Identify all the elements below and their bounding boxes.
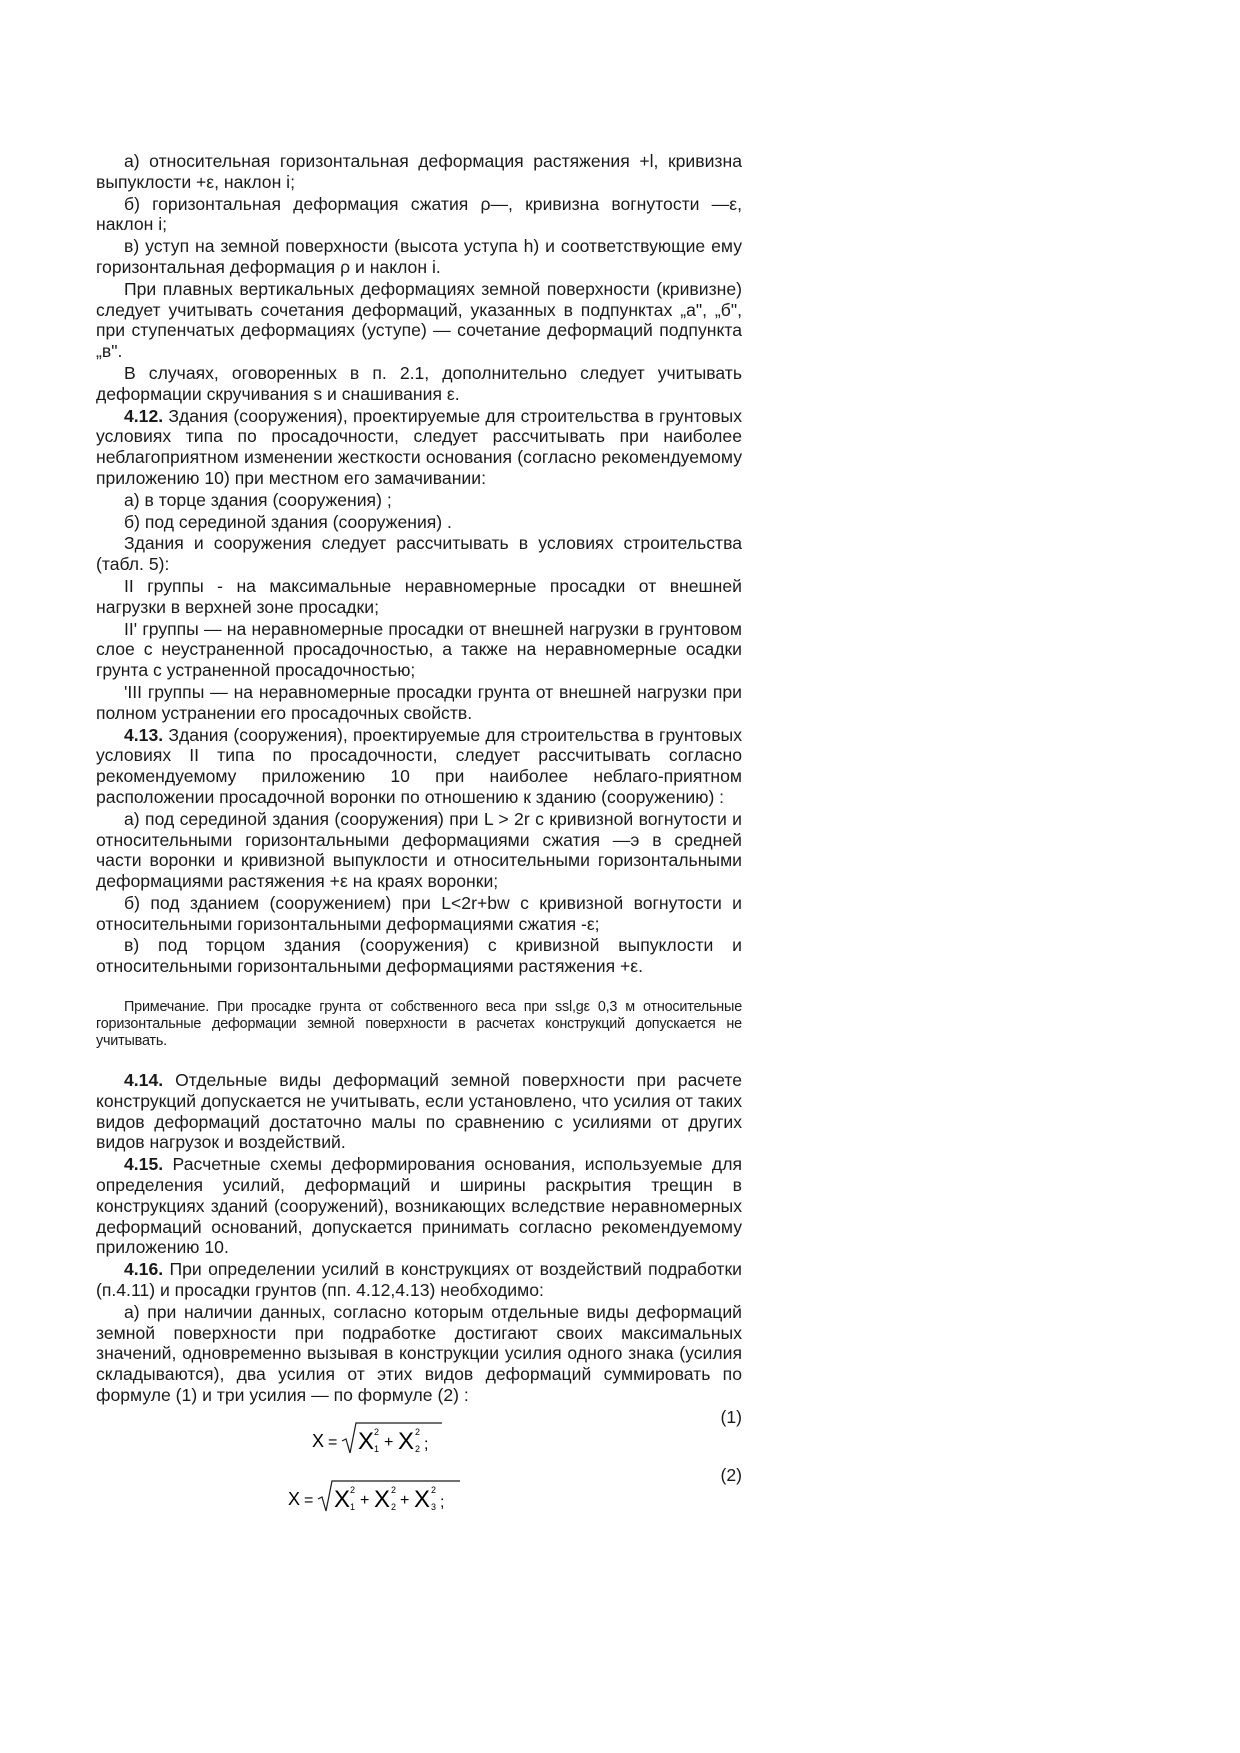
clause-number: 4.16. (124, 1259, 164, 1280)
formula-1-plus: + (384, 1433, 394, 1451)
paragraph-q3 (96, 1259, 742, 1301)
paragraph-text: а) относительная горизонтальная деформация растяжения +l, кривизна выпуклости +ε, наклон i; (96, 151, 742, 192)
formula-1-sub-2: 2 (415, 1443, 421, 1454)
paragraph-p3 (96, 236, 742, 278)
formula-2-end: ; (440, 1493, 445, 1511)
formula-2-lhs: X (288, 1488, 301, 1509)
paragraph-text: II' группы — на неравномерные просадки от внешней нагрузки в грунтовом слое с неустраненной просадочностью, а также на неравномерные осадки грунта с устраненной просадочностью; (96, 618, 742, 681)
clause-number: 4.15. (124, 1154, 164, 1175)
paragraph-text: Расчетные схемы деформирования основания, используемые для определения усилий, деформаций и ширины раскрытия трещин в конструкциях зданий (сооружений), возникающих вследствие неравномерных деформаций оснований, допускается принимать согласно рекомендуемому приложению 10. (96, 1154, 742, 1258)
formula-1 (96, 1407, 742, 1465)
formula-2-sub-1: 1 (350, 1501, 356, 1512)
paragraph-text: Здания и сооружения следует рассчитывать в условиях строительства (табл. 5): (96, 533, 742, 575)
document-page (96, 151, 742, 1523)
formula-1-sup-1: 2 (374, 1426, 380, 1437)
section-deformations (96, 151, 742, 977)
formula-2-term-2: X (374, 1485, 391, 1513)
paragraph-text: 'III группы — на неравномерные просадки грунта от внешней нагрузки при полном устранении его просадочных свойств. (96, 681, 742, 723)
paragraph-p5 (96, 363, 742, 405)
paragraph-q4 (96, 1302, 742, 1406)
formula-2-plus-1: + (360, 1491, 370, 1509)
paragraph-text: б) горизонтальная деформация сжатия ρ—, кривизна вогнутости —ε, наклон i; (96, 193, 742, 235)
formula-2-number: (2) (720, 1464, 742, 1485)
formula-2-term-3: X (414, 1485, 431, 1513)
formula-2-sup-3: 2 (431, 1484, 437, 1495)
formula-1-term-1: X (358, 1427, 375, 1455)
paragraph-p16 (96, 935, 742, 977)
formula-2-eq: = (304, 1491, 314, 1509)
paragraph-p4 (96, 279, 742, 362)
paragraph-text: б) под зданием (сооружением) при L<2r+bw с кривизной вогнутости и относительными горизонтальными деформациями сжатия -ε; (96, 892, 742, 934)
paragraph-p6 (96, 406, 742, 489)
paragraph-text: в) уступ на земной поверхности (высота уступа h) и соответствующие ему горизонтальная деформация ρ и наклон i. (96, 236, 742, 277)
paragraph-p14 (96, 809, 742, 892)
paragraph-text: а) под серединой здания (сооружения) при L > 2r с кривизной вогнутости и относительными горизонтальными деформациями сжатия —э в средней части воронки и кривизной выпуклости и относительными горизонтальными деформациями растяжения +ε на краях воронки; (96, 808, 742, 892)
paragraph-text: а) в торце здания (сооружения) ; (124, 489, 392, 510)
clause-number: 4.12. (124, 405, 164, 426)
paragraph-text: II группы - на максимальные неравномерные просадки от внешней нагрузки в верхней зоне просадки; (96, 575, 742, 617)
formula-1-sup-2: 2 (415, 1426, 421, 1437)
paragraph-p10 (96, 576, 742, 618)
paragraph-q2 (96, 1154, 742, 1258)
formula-1-term-2: X (398, 1427, 415, 1455)
paragraph-p7 (96, 490, 742, 511)
formula-2-sup-1: 2 (350, 1484, 356, 1495)
formula-1-sub-1: 1 (374, 1443, 380, 1454)
formula-2 (96, 1465, 742, 1523)
formula-1-lhs: X (312, 1430, 325, 1451)
formula-1-number: (1) (720, 1406, 742, 1427)
formula-1-end: ; (424, 1435, 429, 1453)
note-paragraph: Примечание. При просадке грунта от собственного веса при ssl,gε 0,3 м относительные горизонтальные деформации земной поверхности в расчетах конструкций допускается не учитывать. (96, 999, 742, 1050)
paragraph-p2 (96, 194, 742, 236)
paragraph-p9 (96, 533, 742, 575)
paragraph-p12 (96, 682, 742, 724)
formula-2-sup-2: 2 (391, 1484, 397, 1495)
paragraph-text: б) под серединой здания (сооружения) . (124, 511, 452, 532)
paragraph-p11 (96, 619, 742, 681)
clause-number: 4.13. (124, 724, 164, 745)
formula-2-term-1: X (334, 1485, 351, 1513)
formula-2-sub-3: 3 (431, 1501, 437, 1512)
paragraph-p1 (96, 151, 742, 193)
paragraph-text: а) при наличии данных, согласно которым отдельные виды деформаций земной поверхности при подработке достигают своих максимальных значений, одновременно вызывая в конструкции усилия одного знака (усилия складываются), два усилия от этих видов деформаций суммировать по формуле (1) и три усилия — по формуле (2) : (96, 1301, 742, 1406)
paragraph-text: в) под торцом здания (сооружения) с кривизной выпуклости и относительными горизонтальными деформациями растяжения +ε. (96, 935, 742, 977)
paragraph-text: Отдельные виды деформаций земной поверхности при расчете конструкций допускается не учитывать, если установлено, что усилия от таких видов деформаций достаточно малы по сравнению с усилиями от других видов нагрузок и воздействий. (96, 1070, 742, 1153)
paragraph-p15 (96, 893, 742, 935)
paragraph-p13 (96, 725, 742, 808)
formula-1-expression (312, 1419, 512, 1459)
clause-number: 4.14. (124, 1070, 164, 1091)
formula-1-eq: = (328, 1433, 338, 1451)
paragraph-p8 (96, 512, 742, 533)
paragraph-text: Здания (сооружения), проектируемые для строительства в грунтовых условиях II типа по просадочности, следует рассчитывать согласно рекомендуемому приложению 10 при наиболее неблаго-приятном расположении просадочной воронки по отношению к зданию (сооружению) : (96, 724, 742, 807)
formula-2-sub-2: 2 (391, 1501, 397, 1512)
formula-2-expression (288, 1477, 508, 1517)
paragraph-text: При определении усилий в конструкциях от воздействий подработки (п.4.11) и просадки грунтов (пп. 4.12,4.13) необходимо: (96, 1259, 742, 1301)
paragraph-text: Здания (сооружения), проектируемые для строительства в грунтовых условиях типа по просадочности, следует рассчитывать при наиболее неблагоприятном изменении жесткости основания (согласно рекомендуемому приложению 10) при местном его замачивании: (96, 405, 742, 488)
paragraph-text: В случаях, оговоренных в п. 2.1, дополнительно следует учитывать деформации скручивания s и снашивания ε. (96, 362, 742, 404)
paragraph-text: При плавных вертикальных деформациях земной поверхности (кривизне) следует учитывать сочетания деформаций, указанных в подпунктах „а", „б", при ступенчатых деформациях (уступе) — сочетание деформаций подпункта „в". (96, 278, 742, 362)
section-calculation (96, 1070, 742, 1406)
paragraph-q1 (96, 1070, 742, 1153)
formula-2-plus-2: + (400, 1491, 410, 1509)
